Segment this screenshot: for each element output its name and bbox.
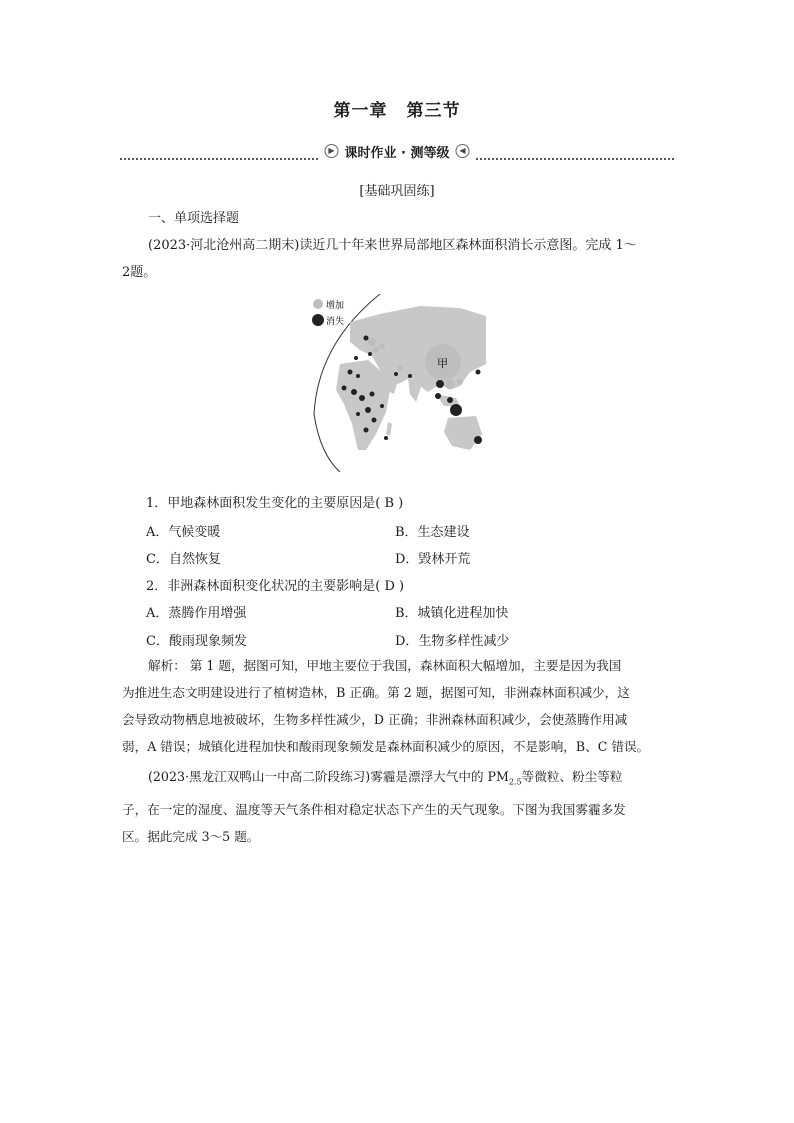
intro-paragraph-1 xyxy=(122,232,678,286)
banner-text: 课时作业 · 测等级 xyxy=(344,145,450,161)
play-icon: ▶ xyxy=(325,144,339,158)
legend-decrease-label: 消失 xyxy=(326,317,345,327)
analysis-line1: 解析： 第 1 题，据图可知，甲地主要位于我国，森林面积大幅增加，主要是因为我国 xyxy=(148,658,622,673)
intro2-line3: 区。据此完成 3～5 题。 xyxy=(122,828,260,844)
q1-option-c: C．自然恢复 xyxy=(146,552,221,567)
q1-option-b: B．生态建设 xyxy=(395,525,470,540)
analysis-line2: 为推进生态文明建设进行了植树造林，B 正确。第 2 题，据图可知，非洲森林面积减少，这 xyxy=(122,685,630,700)
part-heading: 一、单项选择题 xyxy=(148,211,240,226)
q1-option-a: A．气候变暖 xyxy=(146,525,221,540)
section-title: 第三节 xyxy=(406,101,461,121)
banner-label xyxy=(319,140,476,162)
section-label: [基础巩固练] xyxy=(359,184,435,199)
legend-decrease-icon xyxy=(312,314,324,326)
q2-option-d: D．生物多样性减少 xyxy=(395,634,510,649)
intro-paragraph-2 xyxy=(122,763,678,850)
question-1-stem: 1．甲地森林面积发生变化的主要原因是( B ) xyxy=(146,496,404,511)
rewind-icon: ◀ xyxy=(456,144,470,158)
intro1-line1: (2023·河北沧州高二期末)读近几十年来世界局部地区森林面积消长示意图。完成 1～ xyxy=(148,238,637,253)
intro2-line2: 子，在一定的湿度、温度等天气条件相对稳定状态下产生的天气现象。下图为我国雾霾多发 xyxy=(122,801,626,817)
analysis-paragraph xyxy=(122,652,678,760)
chapter-title: 第一章 xyxy=(333,101,388,121)
analysis-line4: 弱，A 错误；城镇化进程加快和酸雨现象频发是森林面积减少的原因，不是影响，B、C 错误。 xyxy=(122,739,650,754)
legend-increase-icon xyxy=(313,299,323,309)
question-2-stem: 2．非洲森林面积变化状况的主要影响是( D ) xyxy=(146,579,405,594)
forest-change-map xyxy=(310,294,486,472)
page-title xyxy=(0,96,794,121)
region-jia-label: 甲 xyxy=(437,357,448,370)
analysis-line3: 会导致动物栖息地被破坏，生物多样性减少，D 正确；非洲森林面积减少，会使蒸腾作用减 xyxy=(122,712,628,727)
q2-option-a: A．蒸腾作用增强 xyxy=(146,606,247,621)
q2-option-b: B．城镇化进程加快 xyxy=(395,606,509,621)
q2-option-c: C．酸雨现象频发 xyxy=(146,634,247,649)
q1-option-d: D．毁林开荒 xyxy=(395,552,471,567)
legend-increase-label: 增加 xyxy=(326,301,345,311)
intro2-line1: (2023·黑龙江双鸭山一中高二阶段练习)雾霾是漂浮大气中的 $PM_{2.5}$等微粒、粉尘等粒 xyxy=(148,769,623,787)
homework-banner xyxy=(120,140,674,162)
intro1-line2: 2题。 xyxy=(122,265,157,280)
